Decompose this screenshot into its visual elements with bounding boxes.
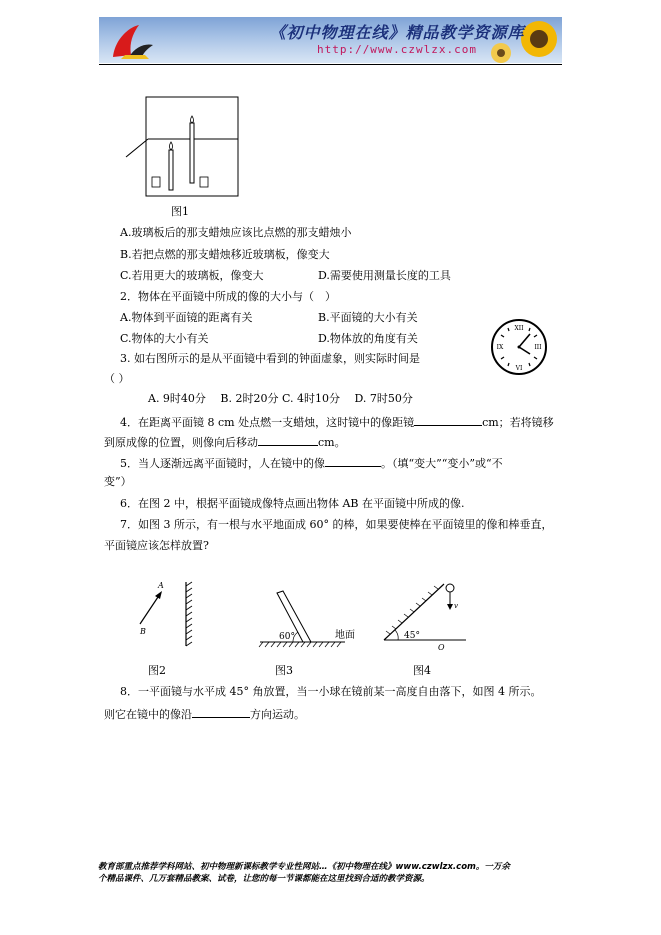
q2-option-c: C.物体的大小有关 bbox=[120, 332, 209, 345]
fig3-angle: 60° bbox=[279, 632, 295, 642]
q6-text: 6．在图 2 中，根据平面镜成像特点画出物体 AB 在平面镜中所成的像. bbox=[120, 497, 465, 510]
q5-blank[interactable] bbox=[325, 455, 381, 467]
fig4-angle: 45° bbox=[404, 631, 420, 641]
q7-line2: 平面镜应该怎样放置? bbox=[104, 539, 209, 552]
ball-icon bbox=[446, 584, 454, 592]
q8-line1: 8．一平面镜与水平成 45° 角放置，当一小球在镜前某一高度自由落下，如图 4 所示。 bbox=[120, 685, 542, 698]
clock-numeral-9: IX bbox=[496, 344, 504, 351]
fig3-ground-label: 地面 bbox=[335, 630, 355, 641]
q2-stem: 2．物体在平面镜中所成的像的大小与（ ） bbox=[120, 290, 336, 303]
q2-option-d: D.物体放的角度有关 bbox=[318, 332, 418, 345]
figure3-stick-ground bbox=[255, 585, 375, 650]
q4-blank2[interactable] bbox=[258, 434, 318, 446]
q4-text4: cm。 bbox=[318, 436, 346, 449]
banner-url[interactable]: http://www.czwlzx.com bbox=[316, 43, 478, 56]
q1-option-b: B.若把点燃的那支蜡烛移近玻璃板，像变大 bbox=[120, 248, 330, 261]
q5-line1 bbox=[120, 455, 503, 471]
footer-line1: 教育部重点推荐学科网站、初中物理新课标教学专业性网站…《初中物理在线》www.czwlzx.com。一万余 bbox=[98, 862, 510, 872]
clock-numeral-12: XII bbox=[514, 325, 524, 332]
figure1-mirror-candles bbox=[120, 95, 250, 200]
q2-option-a: A.物体到平面镜的距离有关 bbox=[120, 311, 253, 324]
header-rule bbox=[99, 64, 562, 65]
q2-option-b: B.平面镜的大小有关 bbox=[318, 311, 418, 324]
q8-text1: 则它在镜中的像沿 bbox=[104, 708, 192, 721]
clock-icon bbox=[490, 318, 548, 376]
q1-option-d: D.需要使用测量长度的工具 bbox=[318, 269, 451, 282]
q4-text3: 到原成像的位置，则像向后移动 bbox=[104, 436, 258, 449]
header-banner bbox=[99, 17, 562, 63]
fig2-label-a: A bbox=[158, 581, 164, 590]
footer-line2: 个精品课件、几万套精品教案、试卷，让您的每一节课都能在这里找到合适的教学资源。 bbox=[98, 874, 430, 884]
q4-text2: cm；若将镜移 bbox=[482, 416, 554, 429]
figure1-caption: 图1 bbox=[171, 205, 189, 218]
q5-text1: 5．当人逐渐远离平面镜时，人在镜中的像 bbox=[120, 457, 325, 470]
q1-option-a: A.玻璃板后的那支蜡烛应该比点燃的那支蜡烛小 bbox=[120, 226, 352, 239]
figure2-caption: 图2 bbox=[148, 664, 166, 677]
q5-line2: 变”） bbox=[104, 475, 132, 488]
q8-text2: 方向运动。 bbox=[250, 708, 305, 721]
q1-option-c: C.若用更大的玻璃板，像变大 bbox=[120, 269, 264, 282]
figure4-caption: 图4 bbox=[413, 664, 431, 677]
q8-blank[interactable] bbox=[192, 706, 250, 718]
banner-title: 《初中物理在线》精品教学资源库 bbox=[269, 23, 525, 42]
figure4-ball-mirror bbox=[380, 578, 470, 650]
figure3-caption: 图3 bbox=[275, 664, 293, 677]
q4-text1: 4．在距离平面镜 8 cm 处点燃一支蜡烛，这时镜中的像距镜 bbox=[120, 416, 415, 429]
q3-paren: （ ） bbox=[104, 372, 130, 385]
fig4-o: O bbox=[438, 643, 445, 650]
q3-stem: 3. 如右图所示的是从平面镜中看到的钟面虚象，则实际时间是 bbox=[120, 352, 420, 365]
fig4-v: v bbox=[454, 602, 458, 610]
clock-numeral-3: III bbox=[534, 344, 542, 351]
q7-line1: 7．如图 3 所示，有一根与水平地面成 60° 的棒，如果要使棒在平面镜里的像和棒垂直， bbox=[120, 518, 553, 531]
clock-numeral-6: VI bbox=[515, 365, 523, 372]
q3-options: A. 9时40分 B. 2时20分 C. 4时10分 D. 7时50分 bbox=[148, 392, 413, 405]
q4-line2 bbox=[104, 434, 346, 450]
q8-line2 bbox=[104, 706, 305, 722]
q4-blank1[interactable] bbox=[414, 414, 482, 426]
q5-text2: 。（填“变大”“变小”或“不 bbox=[381, 457, 503, 470]
figure2-arrow-mirror bbox=[130, 578, 200, 650]
fig2-label-b: B bbox=[140, 627, 146, 636]
q4-line1 bbox=[120, 414, 554, 430]
